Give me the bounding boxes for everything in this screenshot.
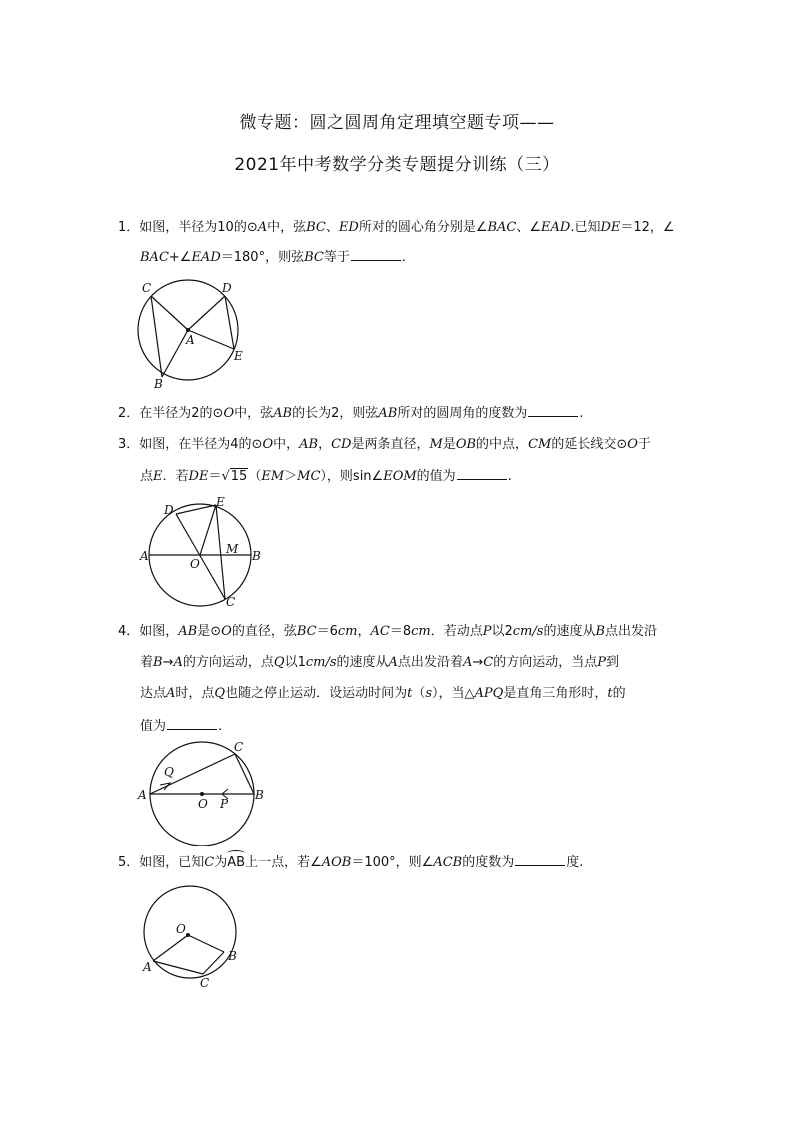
problem-4-line-1: 4．如图，AB是⊙O的直径，弦BC＝6cm，AC＝8cm．若动点P以2cm/s的速度从B点出发沿 [118,624,658,639]
label-o: O [190,557,200,571]
label-a: A [140,549,149,563]
problem-number: 2． [118,406,140,421]
title-line-2: 2021年中考数学分类专题提分训练（三） [234,155,560,175]
problem-number: 4． [118,624,140,639]
answer-blank[interactable] [167,717,217,730]
title-line-1: 微专题：圆之圆周角定理填空题专项—— [239,113,555,133]
label-a: A [186,333,195,347]
center-point [200,792,204,796]
label-a: A [138,788,147,802]
problem-1-figure [130,278,260,393]
sqrt-symbol: √ [221,469,230,484]
chord-bc [203,952,224,974]
problem-3-line-2: 点E．若DE＝√15（EM＞MC），则sin∠EOM的值为 . [140,469,512,484]
problem-1-line-1: 1．如图，半径为10的⊙A中，弦BC、ED所对的圆心角分别是∠BAC、∠EAD.已知DE＝12，∠ [118,220,675,235]
problem-2-line-1: 2．在半径为2的⊙O中，弦AB的长为2，则弦AB所对的圆周角的度数为 . [118,406,584,421]
label-b: B [252,549,261,563]
problem-3-line-1: 3．如图，在半径为4的⊙O中，AB，CD是两条直径，M是OB的中点，CM的延长线交⊙O于 [118,437,651,452]
problem-number: 3． [118,437,140,452]
label-a: A [143,960,152,974]
label-c: C [142,281,152,295]
label-m: M [226,542,239,556]
label-b: B [255,788,264,802]
circle-o [144,886,236,978]
label-p: P [220,797,229,811]
label-b: B [228,949,237,963]
chord-bc [235,754,254,794]
answer-blank[interactable] [457,467,507,480]
radius-ab [162,330,188,377]
radius-oe [200,505,216,555]
radius-oa [153,935,188,961]
label-d: D [222,281,232,295]
problem-4-line-4: 值为 . [140,719,223,734]
label-q: Q [164,765,174,779]
problem-1-line-2: BAC+∠EAD＝180°，则弦BC等于 . [140,250,406,265]
label-e: E [234,349,243,363]
label-c: C [200,976,210,990]
problem-4-line-3: 达点A时，点Q也随之停止运动．设运动时间为t（s），当△APQ是直角三角形时，t的 [140,686,626,701]
problem-number: 5． [118,855,140,870]
label-d: D [164,503,174,517]
answer-blank[interactable] [515,853,565,866]
label-e: E [216,495,225,509]
chord-de [176,505,216,514]
problem-5-figure [136,884,256,992]
answer-blank[interactable] [351,248,401,261]
label-c: C [226,595,236,609]
chord-de [225,296,234,349]
problem-4-figure [132,738,272,846]
answer-blank[interactable] [528,404,578,417]
radius-ac [151,296,188,330]
problem-3-figure [136,492,271,610]
radius-ae [188,330,234,349]
label-o: O [198,797,208,811]
sqrt-radicand: 15 [230,469,248,484]
label-c: C [234,740,244,754]
center-point [186,933,190,937]
label-b: B [154,377,163,391]
arc-ab: AB [227,855,246,870]
label-o: O [176,922,186,936]
problem-number: 1． [118,220,140,235]
radius-ob [188,935,224,952]
problem-5-line-1: 5．如图，已知C为AB上一点，若∠AOB＝100°，则∠ACB的度数为 度. [118,855,584,870]
center-point [186,328,190,332]
problem-4-line-2: 着B→A的方向运动，点Q以1cm/s的速度从A点出发沿着A→C的方向运动，当点P到 [140,655,619,670]
radius-ad [188,296,225,330]
